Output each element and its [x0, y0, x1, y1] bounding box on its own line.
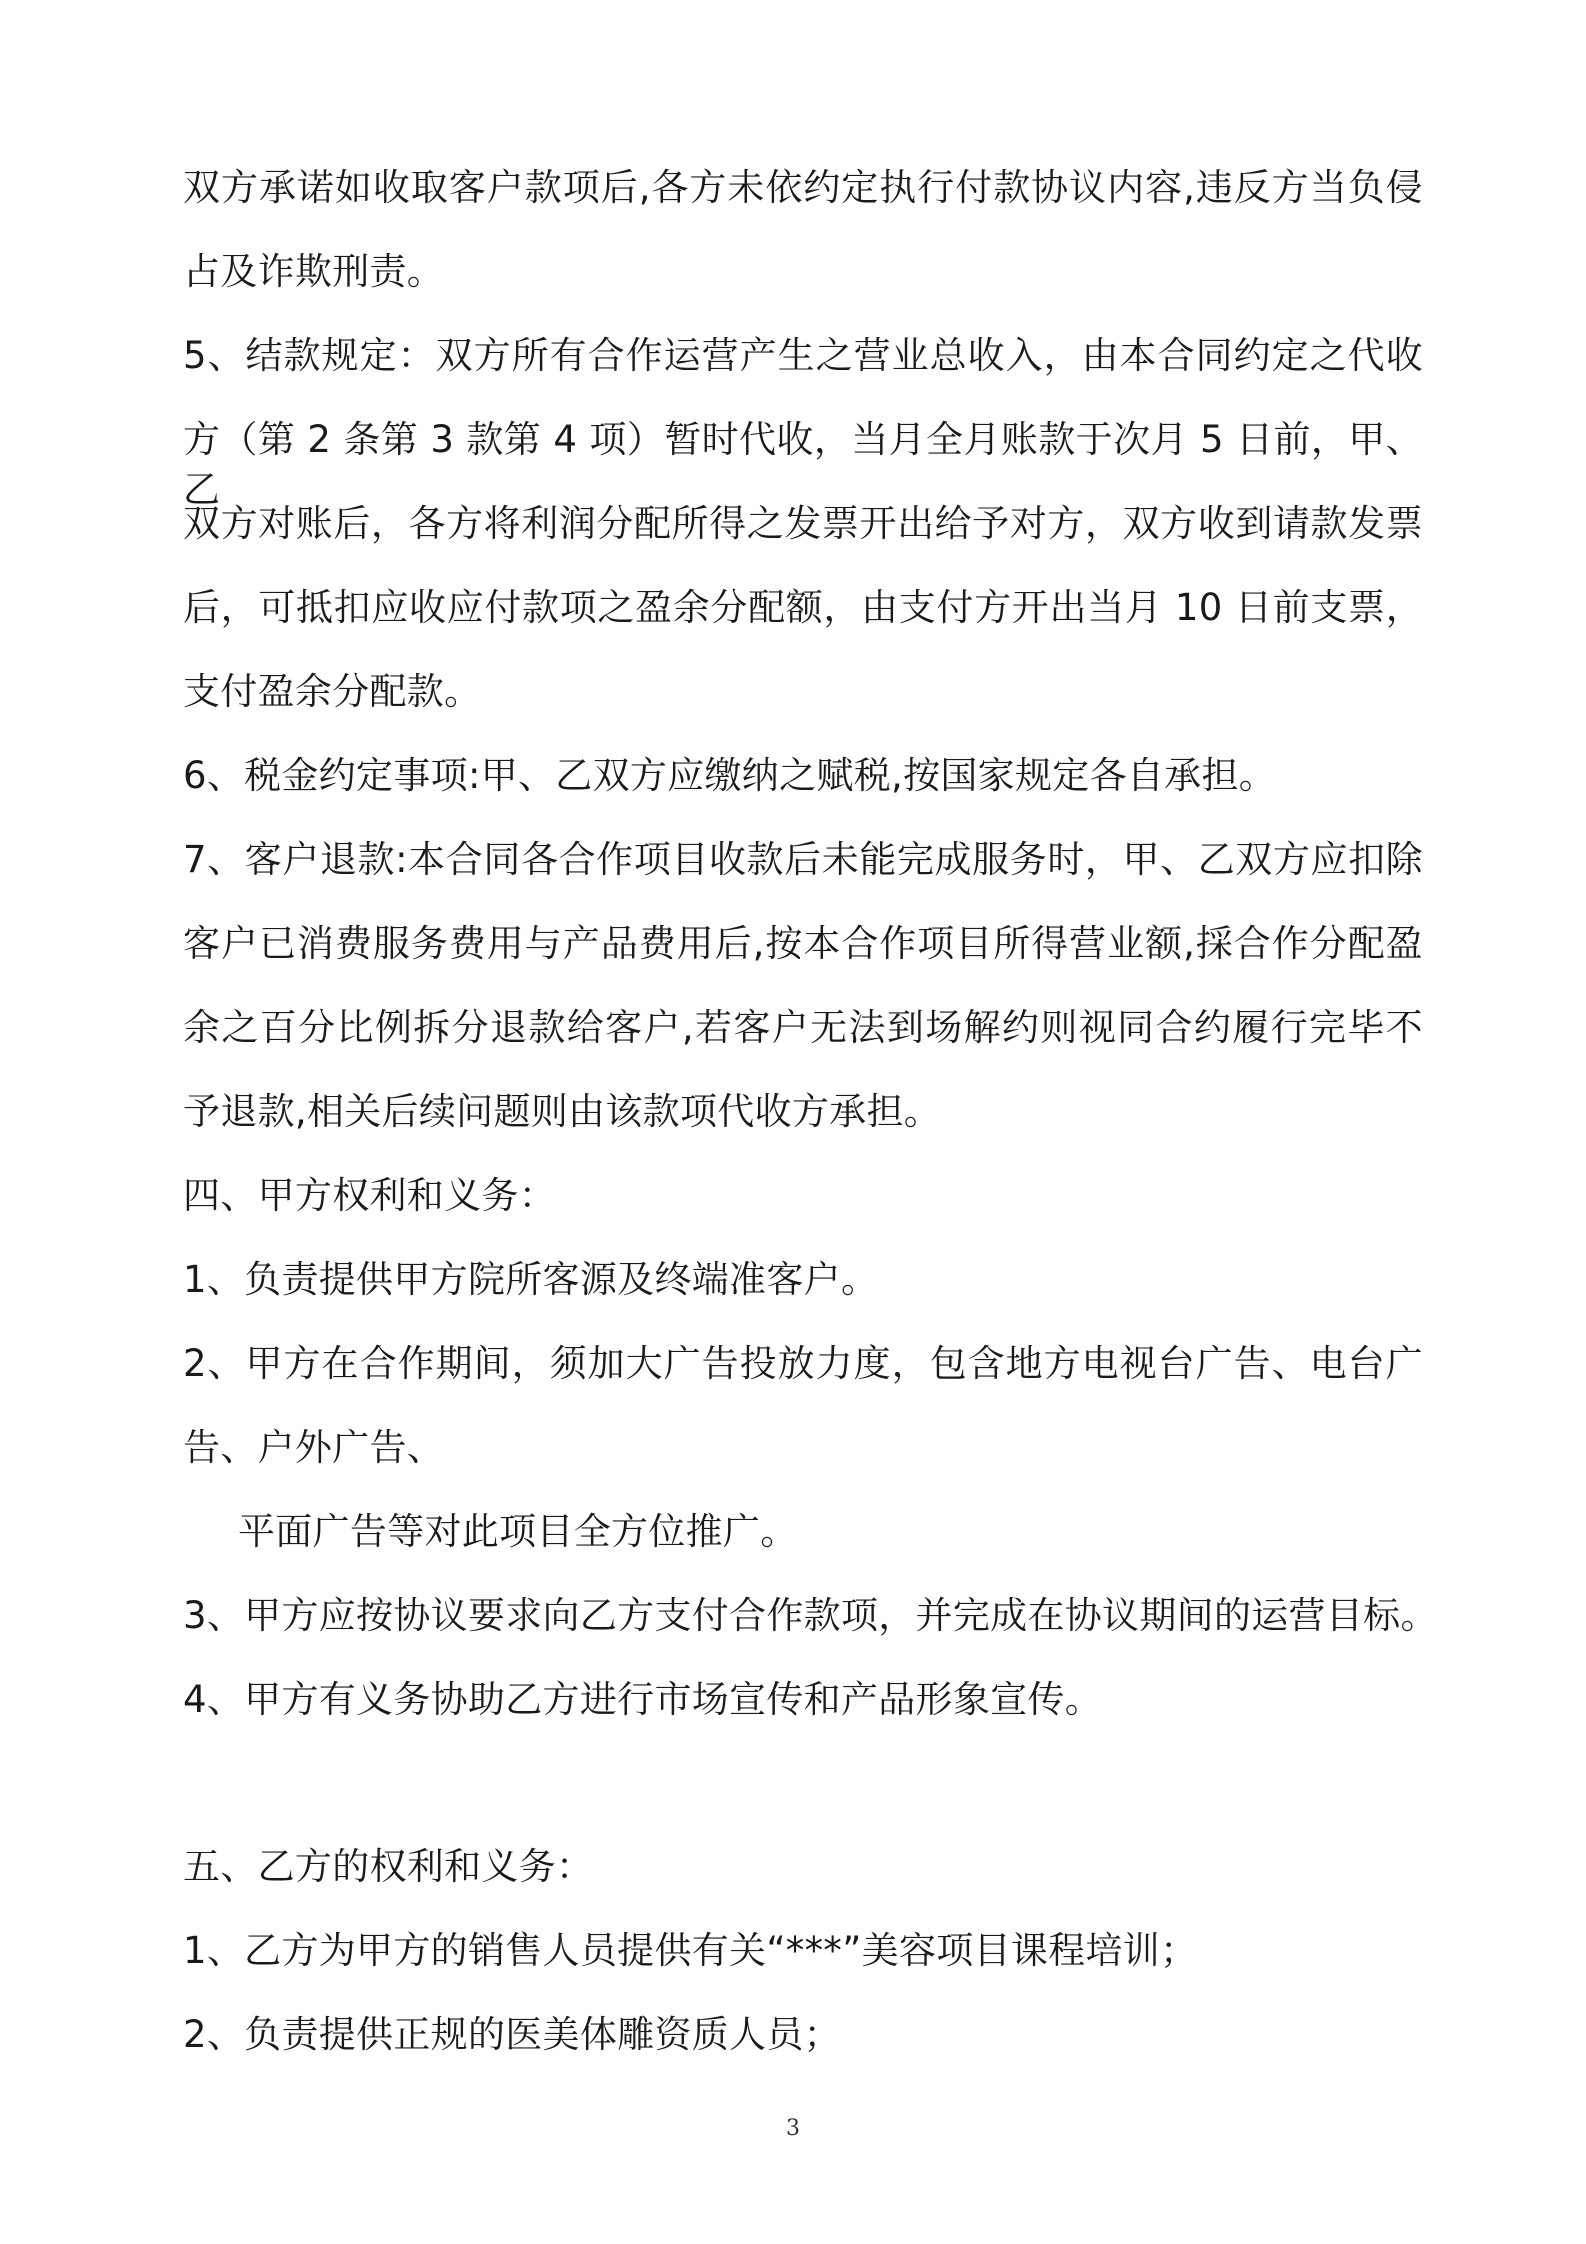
text-line: 方（第 2 条第 3 款第 4 项）暂时代收，当月全月账款于次月 5 日前，甲、乙: [183, 418, 1423, 511]
text-line: 1、负责提供甲方院所客源及终端准客户。: [183, 1258, 879, 1301]
text-line: 7、客户退款:本合同各合作项目收款后未能完成服务时，甲、乙双方应扣除: [183, 838, 1423, 881]
text-line: 4、甲方有义务协助乙方进行市场宣传和产品形象宣传。: [183, 1678, 1103, 1721]
text-line: 2、甲方在合作期间，须加大广告投放力度，包含地方电视台广告、电台广: [183, 1342, 1423, 1385]
text-line: 后，可抵扣应收应付款项之盈余分配额，由支付方开出当月 10 日前支票，: [183, 586, 1423, 629]
text-line: 1、乙方为甲方的销售人员提供有关“***”美容项目课程培训；: [183, 1929, 1198, 1972]
text-line: 予退款,相关后续问题则由该款项代收方承担。: [183, 1090, 942, 1133]
text-line: 双方承诺如收取客户款项后,各方未依约定执行付款协议内容,违反方当负侵: [183, 166, 1423, 209]
text-line: 6、税金约定事项:甲、乙双方应缴纳之赋税,按国家规定各自承担。: [183, 754, 1277, 797]
text-line: 3、甲方应按协议要求向乙方支付合作款项，并完成在协议期间的运营目标。: [183, 1594, 1438, 1637]
text-line: 平面广告等对此项目全方位推广。: [238, 1510, 798, 1553]
text-line: 5、结款规定：双方所有合作运营产生之营业总收入，由本合同约定之代收: [183, 334, 1423, 377]
section-heading: 五、乙方的权利和义务：: [183, 1845, 594, 1888]
text-line: 支付盈余分配款。: [183, 670, 482, 713]
text-line: 告、户外广告、: [183, 1426, 445, 1469]
text-line: 占及诈欺刑责。: [183, 250, 445, 293]
section-heading: 四、甲方权利和义务：: [183, 1174, 556, 1217]
page-number: 3: [786, 2116, 800, 2141]
text-line: 余之百分比例拆分退款给客户,若客户无法到场解约则视同合约履行完毕不: [183, 1006, 1423, 1049]
text-line: 双方对账后，各方将利润分配所得之发票开出给予对方，双方收到请款发票: [183, 502, 1423, 545]
text-line: 2、负责提供正规的医美体雕资质人员；: [183, 2013, 841, 2056]
text-line: 客户已消费服务费用与产品费用后,按本合作项目所得营业额,採合作分配盈: [183, 922, 1423, 965]
